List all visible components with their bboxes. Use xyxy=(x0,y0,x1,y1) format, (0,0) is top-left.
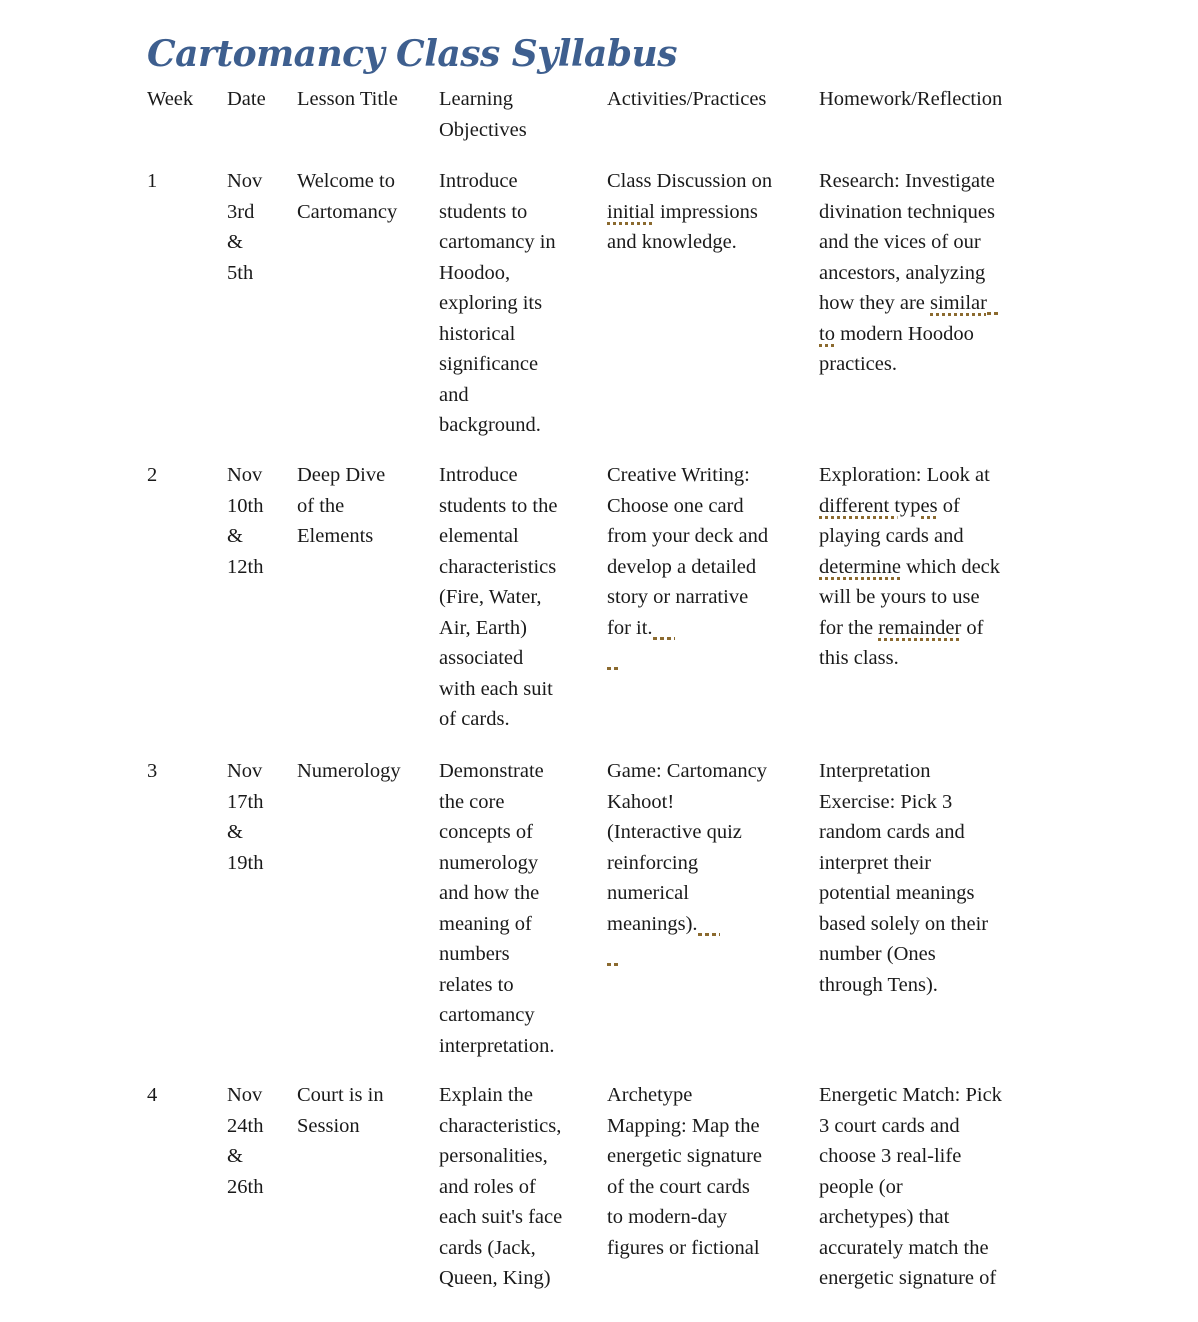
date-cell: Nov 10th & 12th xyxy=(227,464,264,578)
lesson-title-cell: Welcome to Cartomancy xyxy=(297,170,398,223)
spellcheck-dots xyxy=(607,963,620,966)
spellcheck-flag[interactable]: determine xyxy=(819,555,901,578)
header-date: Date xyxy=(227,88,266,110)
header-lesson-title: Lesson Title xyxy=(297,88,398,110)
spellcheck-dots xyxy=(698,933,720,936)
date-cell: Nov 24th & 26th xyxy=(227,1084,264,1198)
activities-cell: Class Discussion on initial impressions and knowledge. xyxy=(607,170,773,253)
activities-cell: Game: Cartomancy Kahoot! (Interactive quiz reinforcing numerical meanings). xyxy=(607,756,807,970)
week-number: 1 xyxy=(147,170,158,192)
header-activities: Activities/Practices xyxy=(607,88,767,110)
header-learning-objectives: Learning Objectives xyxy=(439,88,527,141)
homework-cell: Energetic Match: Pick 3 court cards and choose 3 real-life people (or archetypes) that accurately match the energetic signature of xyxy=(819,1084,1002,1289)
week-number: 4 xyxy=(147,1084,158,1106)
learning-objectives-cell: Explain the characteristics, personalities, and roles of each suit's face cards (Jack, Queen, King) xyxy=(439,1084,563,1289)
learning-objectives-cell: Demonstrate the core concepts of numerology and how the meaning of numbers relates to cartomancy interpretation. xyxy=(439,760,555,1057)
learning-objectives-cell: Introduce students to cartomancy in Hoodoo, exploring its historical significance and background. xyxy=(439,170,556,436)
lesson-title-cell: Numerology xyxy=(297,760,401,782)
spellcheck-dots xyxy=(607,667,620,670)
spellcheck-flag[interactable]: remainder xyxy=(878,616,962,639)
homework-cell: Exploration: Look at different types of playing cards and determine which deck will be yours to use for the remainder of this class. xyxy=(819,464,1001,669)
lesson-title-cell: Deep Dive of the Elements xyxy=(297,464,386,547)
homework-cell: Research: Investigate divination techniques and the vices of our ancestors, analyzing how they are similar to modern Hoodoo practices. xyxy=(819,166,1044,380)
learning-objectives-cell: Introduce students to the elemental characteristics (Fire, Water, Air, Earth) associated with each suit of cards. xyxy=(439,464,558,730)
spellcheck-flag[interactable]: initial xyxy=(607,200,655,223)
week-number: 3 xyxy=(147,760,158,782)
header-week: Week xyxy=(147,88,194,110)
week-number: 2 xyxy=(147,464,158,486)
spellcheck-dots xyxy=(987,312,1000,315)
spellcheck-dots xyxy=(653,637,675,640)
header-homework: Homework/Reflection xyxy=(819,88,1003,110)
lesson-title-cell: Court is in Session xyxy=(297,1084,384,1137)
activities-cell: Creative Writing: Choose one card from your deck and develop a detailed story or narrative for it. xyxy=(607,460,807,674)
activities-cell: Archetype Mapping: Map the energetic signature of the court cards to modern-day figures or fictional xyxy=(607,1084,763,1259)
page-title: Cartomancy Class Syllabus xyxy=(147,33,677,75)
spellcheck-flag[interactable]: different types xyxy=(819,494,938,517)
date-cell: Nov 17th & 19th xyxy=(227,760,264,874)
spellcheck-flag[interactable]: to xyxy=(819,322,835,345)
spellcheck-flag[interactable]: similar xyxy=(930,292,987,314)
homework-cell: Interpretation Exercise: Pick 3 random cards and interpret their potential meanings based solely on their number (Ones through Tens). xyxy=(819,760,989,996)
date-cell: Nov 3rd & 5th xyxy=(227,170,263,284)
